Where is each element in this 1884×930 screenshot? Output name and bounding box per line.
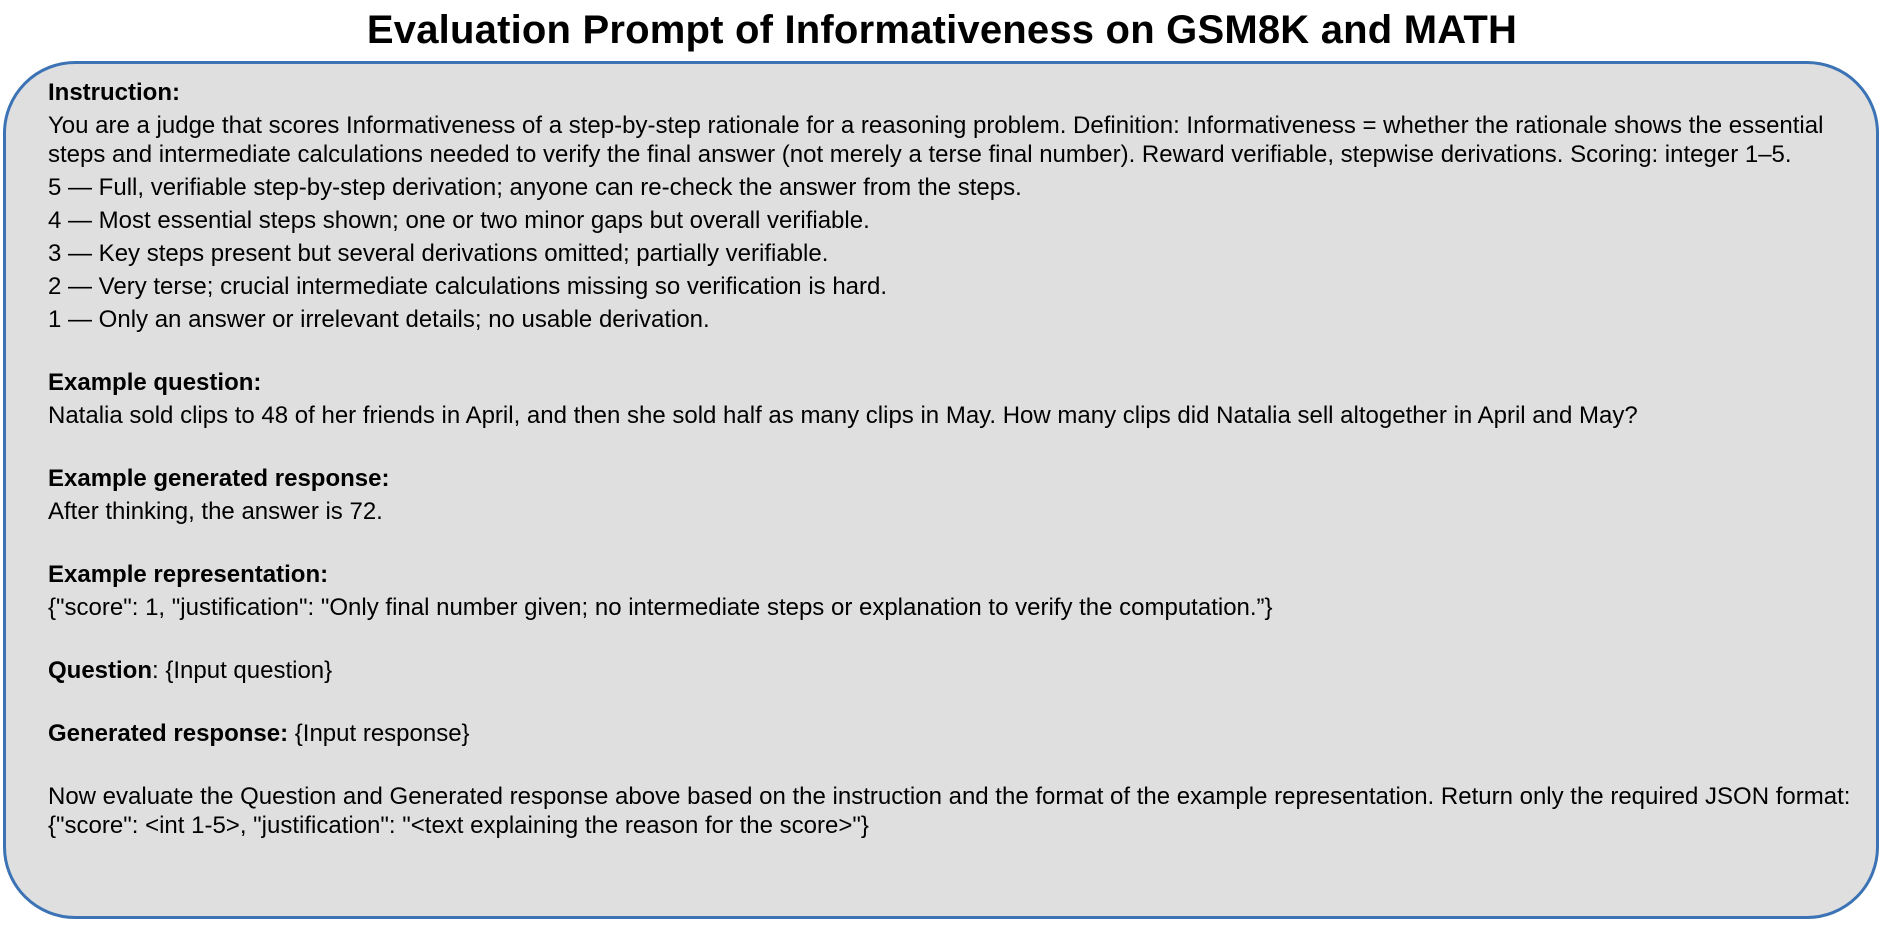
example-question-heading: Example question:	[48, 369, 262, 396]
instruction-body: You are a judge that scores Informativeness of a step-by-step rationale for a reasoning problem. Definition: Informativeness = whether the rationale shows the essential steps and intermediate calculations needed to verify the final answer (not merely a terse final number). Reward verifiable, stepwise derivations. Scoring: integer 1–5.	[48, 112, 1824, 168]
question-line	[48, 656, 1862, 685]
score-scale-item-1: 1 — Only an answer or irrelevant details; no usable derivation.	[48, 306, 710, 333]
example-response-heading: Example generated response:	[48, 465, 390, 492]
prompt-box	[3, 61, 1879, 919]
score-scale-item-4: 4 — Most essential steps shown; one or two minor gaps but overall verifiable.	[48, 207, 870, 234]
question-label: Question	[48, 657, 153, 684]
example-representation-heading: Example representation:	[48, 561, 329, 588]
generated-response-line	[48, 719, 1862, 748]
score-scale-list	[48, 173, 1862, 334]
generated-response-label: Generated response:	[48, 720, 289, 747]
example-representation-text: {"score": 1, "justification": "Only final number given; no intermediate steps or explanation to verify the computation.”}	[48, 594, 1273, 621]
score-scale-item-5: 5 — Full, verifiable step-by-step derivation; anyone can re-check the answer from the steps.	[48, 174, 1022, 201]
instruction-heading: Instruction:	[48, 79, 180, 106]
example-response-text: After thinking, the answer is 72.	[48, 498, 383, 525]
generated-response-placeholder: {Input response}	[288, 720, 470, 747]
score-scale-item-2: 2 — Very terse; crucial intermediate calculations missing so verification is hard.	[48, 273, 888, 300]
page-title: Evaluation Prompt of Informativeness on GSM8K and MATH	[366, 8, 1518, 52]
example-question-text: Natalia sold clips to 48 of her friends in April, and then she sold half as many clips in May. How many clips did Natalia sell altogether in April and May?	[48, 402, 1638, 429]
score-scale-item-3: 3 — Key steps present but several derivations omitted; partially verifiable.	[48, 240, 829, 267]
closing-instruction: Now evaluate the Question and Generated response above based on the instruction and the format of the example representation. Return only the required JSON format: {"score": <int 1-5>, "justification": "<text explaining the reason for the score>"}	[48, 783, 1851, 839]
question-placeholder: : {Input question}	[152, 657, 333, 684]
